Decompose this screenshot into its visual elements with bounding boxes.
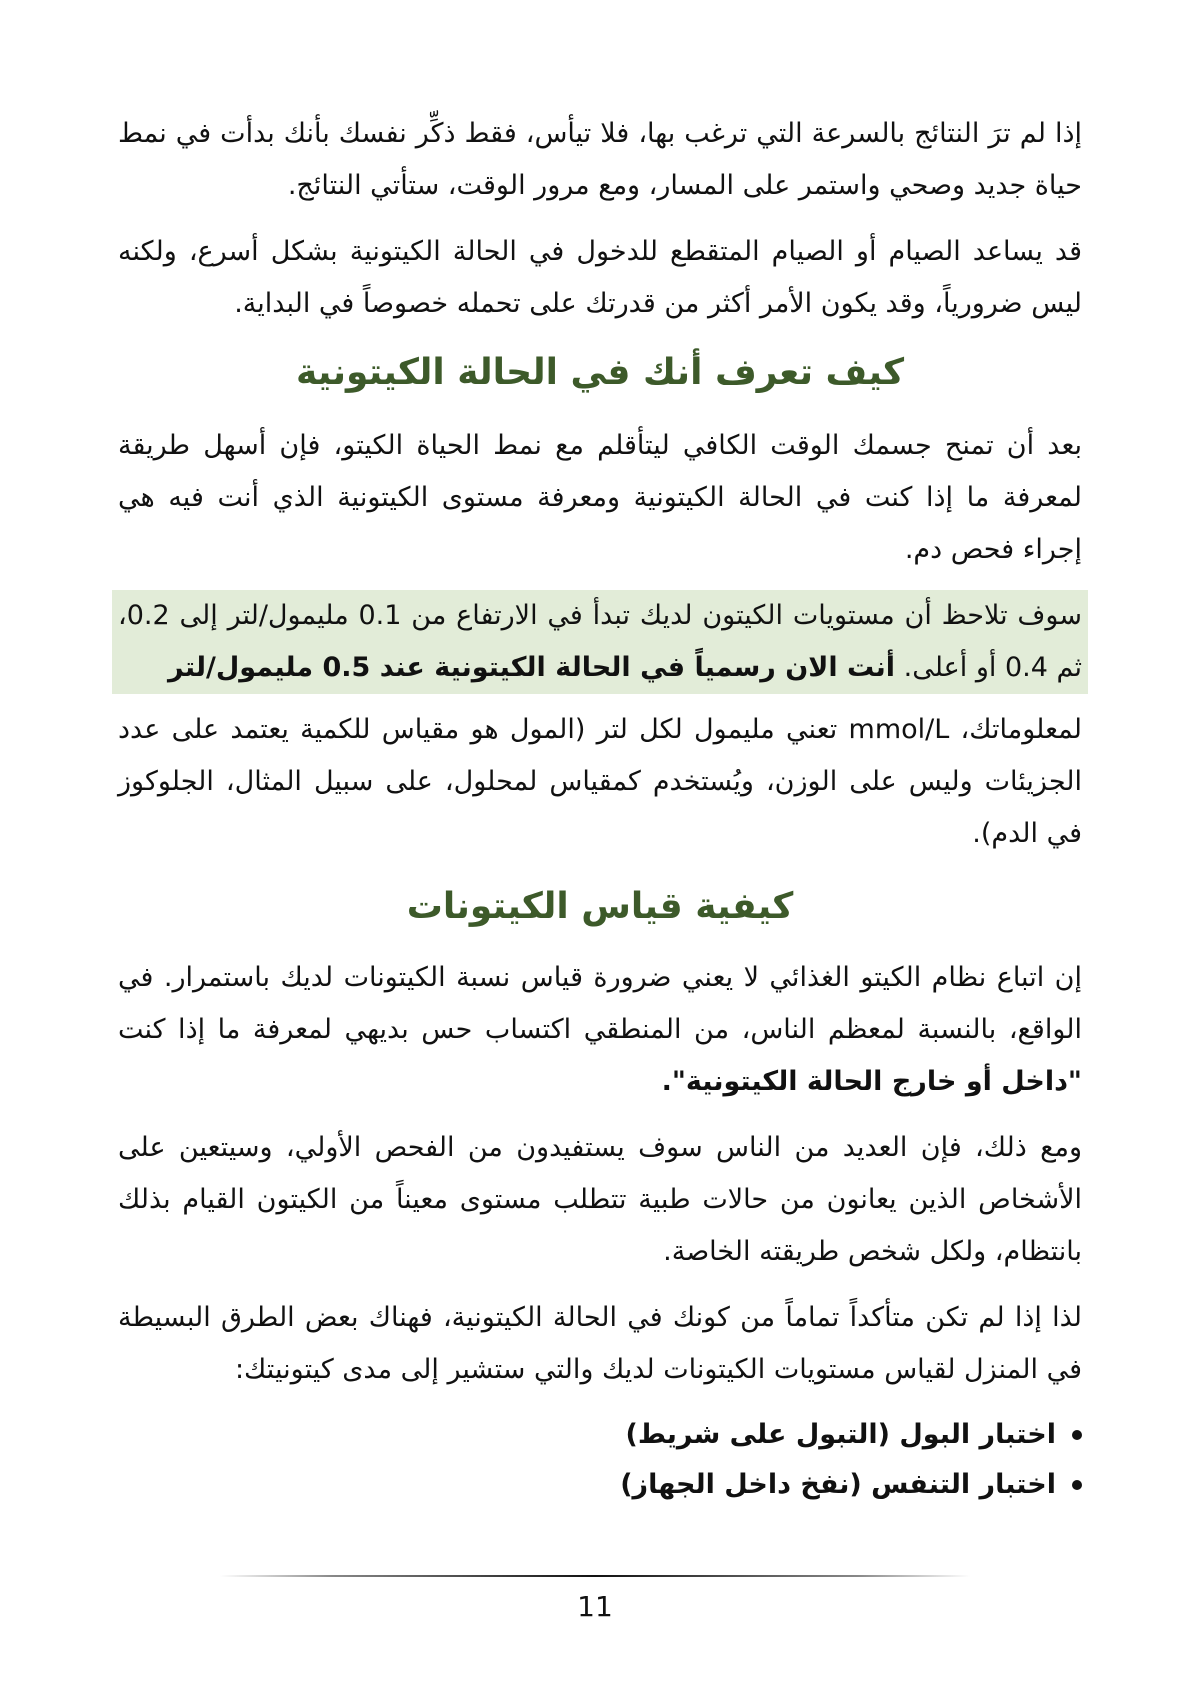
ketosis-threshold-text: أنت الان رسمياً في الحالة الكيتونية عند 0.5 مليمول/لتر xyxy=(168,652,896,683)
urine-test-label: اختبار البول (التبول على شريط) xyxy=(625,1419,1056,1450)
blood-test-paragraph: بعد أن تمنح جسمك الوقت الكافي ليتأقلم مع نمط الحياة الكيتو، فإن أسهل طريقة لمعرفة ما إذا كنت في الحالة الكيتونية ومعرفة مستوى الكيتونية الذي أنت فيه هي إجراء فحص دم. xyxy=(118,430,1082,565)
list-item-urine-test xyxy=(118,1410,1056,1460)
measure-intro-text: إن اتباع نظام الكيتو الغذائي لا يعني ضرورة قياس نسبة الكيتونات لديك باستمرار. في الواقع، بالنسبة لمعظم الناس، من المنطقي اكتساب حس بديهي لمعرفة ما إذا كنت xyxy=(118,962,1082,1045)
ketone-levels-highlight xyxy=(112,590,1088,694)
intro-paragraph-2: قد يساعد الصيام أو الصيام المتقطع للدخول في الحالة الكيتونية بشكل أسرع، ولكنه ليس ضرورياً، وقد يكون الأمر أكثر من قدرتك على تحمله خصوصاً في البداية. xyxy=(118,236,1082,319)
ketone-levels-text: سوف تلاحظ أن مستويات الكيتون لديك تبدأ في الارتفاع من 0.1 مليمول/لتر إلى 0.2، ثم 0.4 أو أعلى. xyxy=(118,600,1082,683)
mmol-info-paragraph xyxy=(118,704,1082,860)
mmol-info-suffix: تعني مليمول لكل لتر (المول هو مقياس للكمية يعتمد على عدد الجزيئات وليس على الوزن، ويُستخدم كمقياس لمحلول، على سبيل المثال، الجلوكوز في الدم). xyxy=(118,714,1082,849)
bullet-icon xyxy=(1072,1430,1082,1440)
home-methods-paragraph: لذا إذا لم تكن متأكداً تماماً من كونك في الحالة الكيتونية، فهناك بعض الطرق البسيطة في المنزل لقياس مستويات الكيتونات لديك والتي ستشير إلى مدى كيتونيتك: xyxy=(118,1302,1082,1385)
section-heading-measure-ketones: كيفية قياس الكيتونات xyxy=(406,886,794,927)
mmol-unit: mmol/L xyxy=(848,714,950,745)
document-page xyxy=(118,108,1082,1510)
breath-test-label: اختبار التنفس (نفخ داخل الجهاز) xyxy=(620,1469,1056,1500)
measurement-methods-list xyxy=(118,1410,1082,1510)
bullet-icon xyxy=(1072,1480,1082,1490)
intro-paragraph-1: إذا لم ترَ النتائج بالسرعة التي ترغب بها، فلا تيأس، فقط ذكِّر نفسك بأنك بدأت في نمط حياة جديد وصحي واستمر على المسار، ومع مرور الوقت، ستأتي النتائج. xyxy=(118,118,1082,201)
page-number: 11 xyxy=(577,1590,613,1623)
mmol-info-prefix: لمعلوماتك، xyxy=(949,714,1082,745)
in-out-ketosis-text: "داخل أو خارج الحالة الكيتونية". xyxy=(661,1066,1082,1097)
measure-intro-paragraph xyxy=(118,952,1082,1108)
list-item-breath-test xyxy=(118,1460,1056,1510)
section-heading-ketosis-check: كيف تعرف أنك في الحالة الكيتونية xyxy=(295,352,905,393)
footer-divider xyxy=(220,1575,970,1577)
initial-test-paragraph: ومع ذلك، فإن العديد من الناس سوف يستفيدون من الفحص الأولي، وسيتعين على الأشخاص الذين يعانون من حالات طبية تتطلب مستوى معيناً من الكيتون القيام بذلك بانتظام، ولكل شخص طريقته الخاصة. xyxy=(118,1132,1082,1267)
